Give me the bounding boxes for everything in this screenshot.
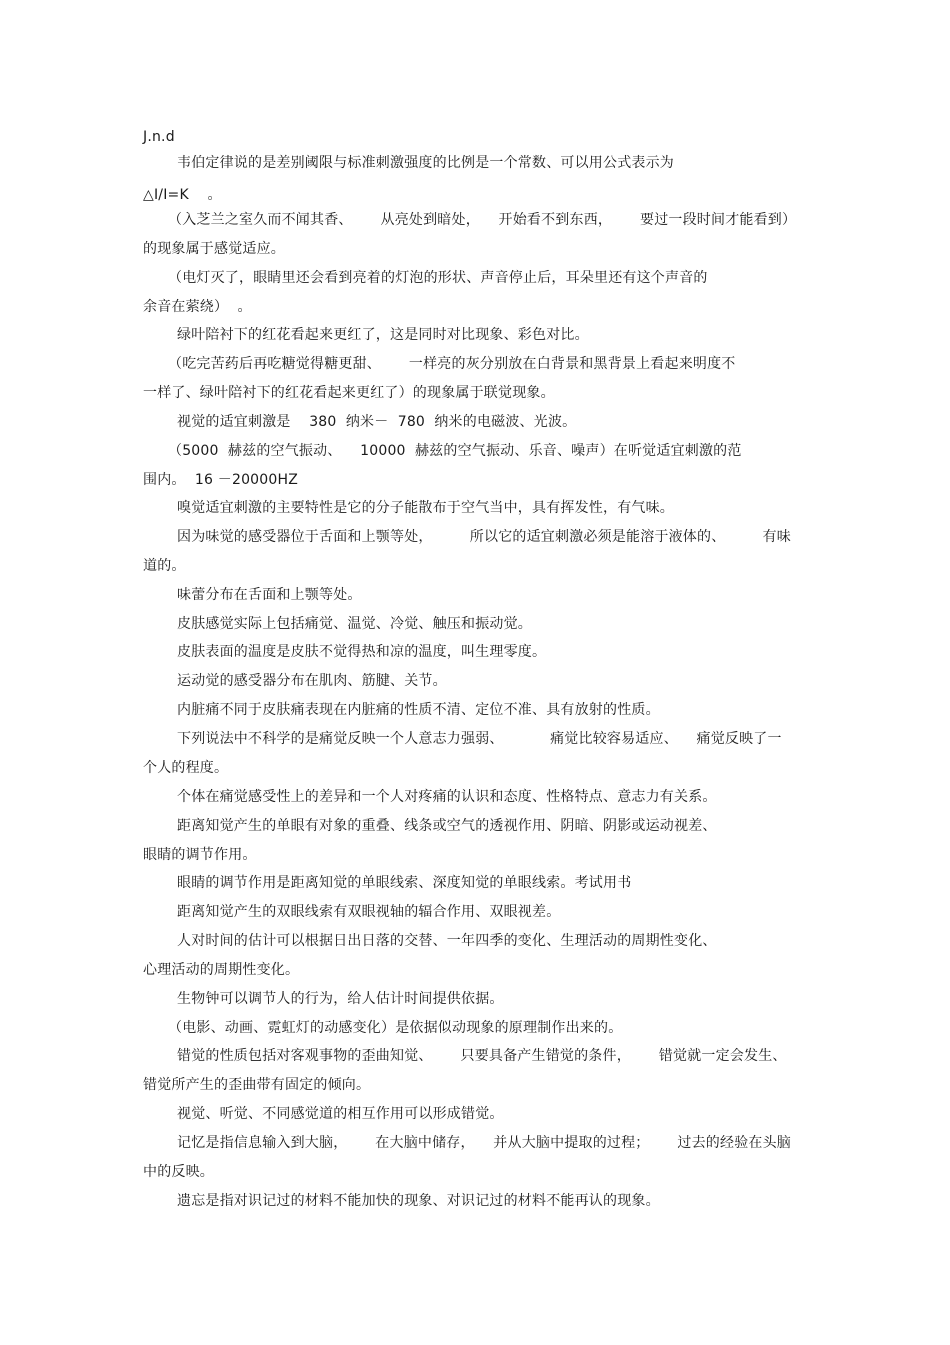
- text-line: 错觉的性质包括对客观事物的歪曲知觉、 只要具备产生错觉的条件， 错觉就一定会发生、: [177, 1048, 787, 1064]
- text-line: 道的。: [143, 558, 186, 574]
- text-line: 个体在痛觉感受性上的差异和一个人对疼痛的认识和态度、性格特点、意志力有关系。: [177, 789, 717, 805]
- text-line: 嗅觉适宜刺激的主要特性是它的分子能散布于空气当中，具有挥发性，有气味。: [177, 500, 674, 516]
- text-line: 皮肤感觉实际上包括痛觉、温觉、冷觉、触压和振动觉。: [177, 616, 532, 632]
- text-line: 味蕾分布在舌面和上颚等处。: [177, 587, 362, 603]
- text-line: 的现象属于感觉适应。: [143, 241, 285, 257]
- text-line: 内脏痛不同于皮肤痛表现在内脏痛的性质不清、定位不准、具有放射的性质。: [177, 702, 660, 718]
- text-line: 下列说法中不科学的是痛觉反映一个人意志力强弱、 痛觉比较容易适应、 痛觉反映了一: [177, 731, 782, 747]
- text-line: （5000 赫兹的空气振动、 10000 赫兹的空气振动、乐音、噪声）在听觉适宜刺激的范: [168, 443, 742, 459]
- text-line: 一样了、绿叶陪衬下的红花看起来更红了）的现象属于联觉现象。: [143, 385, 555, 401]
- text-line: （入芝兰之室久而不闻其香、 从亮处到暗处， 开始看不到东西， 要过一段时间才能看到）: [168, 212, 797, 228]
- text-line: 距离知觉产生的双眼线索有双眼视轴的辐合作用、双眼视差。: [177, 904, 561, 920]
- text-line: 皮肤表面的温度是皮肤不觉得热和凉的温度，叫生理零度。: [177, 644, 547, 660]
- text-line: 余音在萦绕） 。: [143, 299, 252, 315]
- text-line: 绿叶陪衬下的红花看起来更红了，这是同时对比现象、彩色对比。: [177, 327, 589, 343]
- text-line: （电影、动画、霓虹灯的动感变化）是依据似动现象的原理制作出来的。: [168, 1020, 623, 1036]
- text-line: 人对时间的估计可以根据日出日落的交替、一年四季的变化、生理活动的周期性变化、: [177, 933, 717, 949]
- text-line: 眼睛的调节作用是距离知觉的单眼线索、深度知觉的单眼线索。考试用书: [177, 875, 632, 891]
- text-line: 记忆是指信息输入到大脑， 在大脑中储存， 并从大脑中提取的过程； 过去的经验在头脑: [177, 1135, 792, 1151]
- text-line: 心理活动的周期性变化。: [143, 962, 300, 978]
- text-line: 视觉、听觉、不同感觉道的相互作用可以形成错觉。: [177, 1106, 504, 1122]
- text-line: △I/I=K 。: [143, 187, 222, 203]
- text-line: 视觉的适宜刺激是 380 纳米－ 780 纳米的电磁波、光波。: [177, 414, 577, 430]
- text-line: 围内。 16 －20000HZ: [143, 472, 299, 488]
- text-line: （电灯灭了，眼睛里还会看到亮着的灯泡的形状、声音停止后，耳朵里还有这个声音的: [168, 270, 708, 286]
- text-line: 中的反映。: [143, 1164, 214, 1180]
- text-line: 生物钟可以调节人的行为，给人估计时间提供依据。: [177, 991, 504, 1007]
- text-line: 眼睛的调节作用。: [143, 847, 257, 863]
- text-line: 距离知觉产生的单眼有对象的重叠、线条或空气的透视作用、阴暗、阴影或运动视差、: [177, 818, 717, 834]
- text-line: J.n.d: [143, 129, 175, 145]
- text-line: （吃完苦药后再吃糖觉得糖更甜、 一样亮的灰分别放在白背景和黑背景上看起来明度不: [168, 356, 736, 372]
- text-line: 遗忘是指对识记过的材料不能加快的现象、对识记过的材料不能再认的现象。: [177, 1193, 660, 1209]
- text-line: 韦伯定律说的是差别阈限与标准刺激强度的比例是一个常数、可以用公式表示为: [177, 155, 674, 171]
- text-line: 因为味觉的感受器位于舌面和上颚等处， 所以它的适宜刺激必须是能溶于液体的、 有味: [177, 529, 792, 545]
- text-line: 错觉所产生的歪曲带有固定的倾向。: [143, 1077, 371, 1093]
- text-line: 个人的程度。: [143, 760, 229, 776]
- text-line: 运动觉的感受器分布在肌肉、筋腱、关节。: [177, 673, 447, 689]
